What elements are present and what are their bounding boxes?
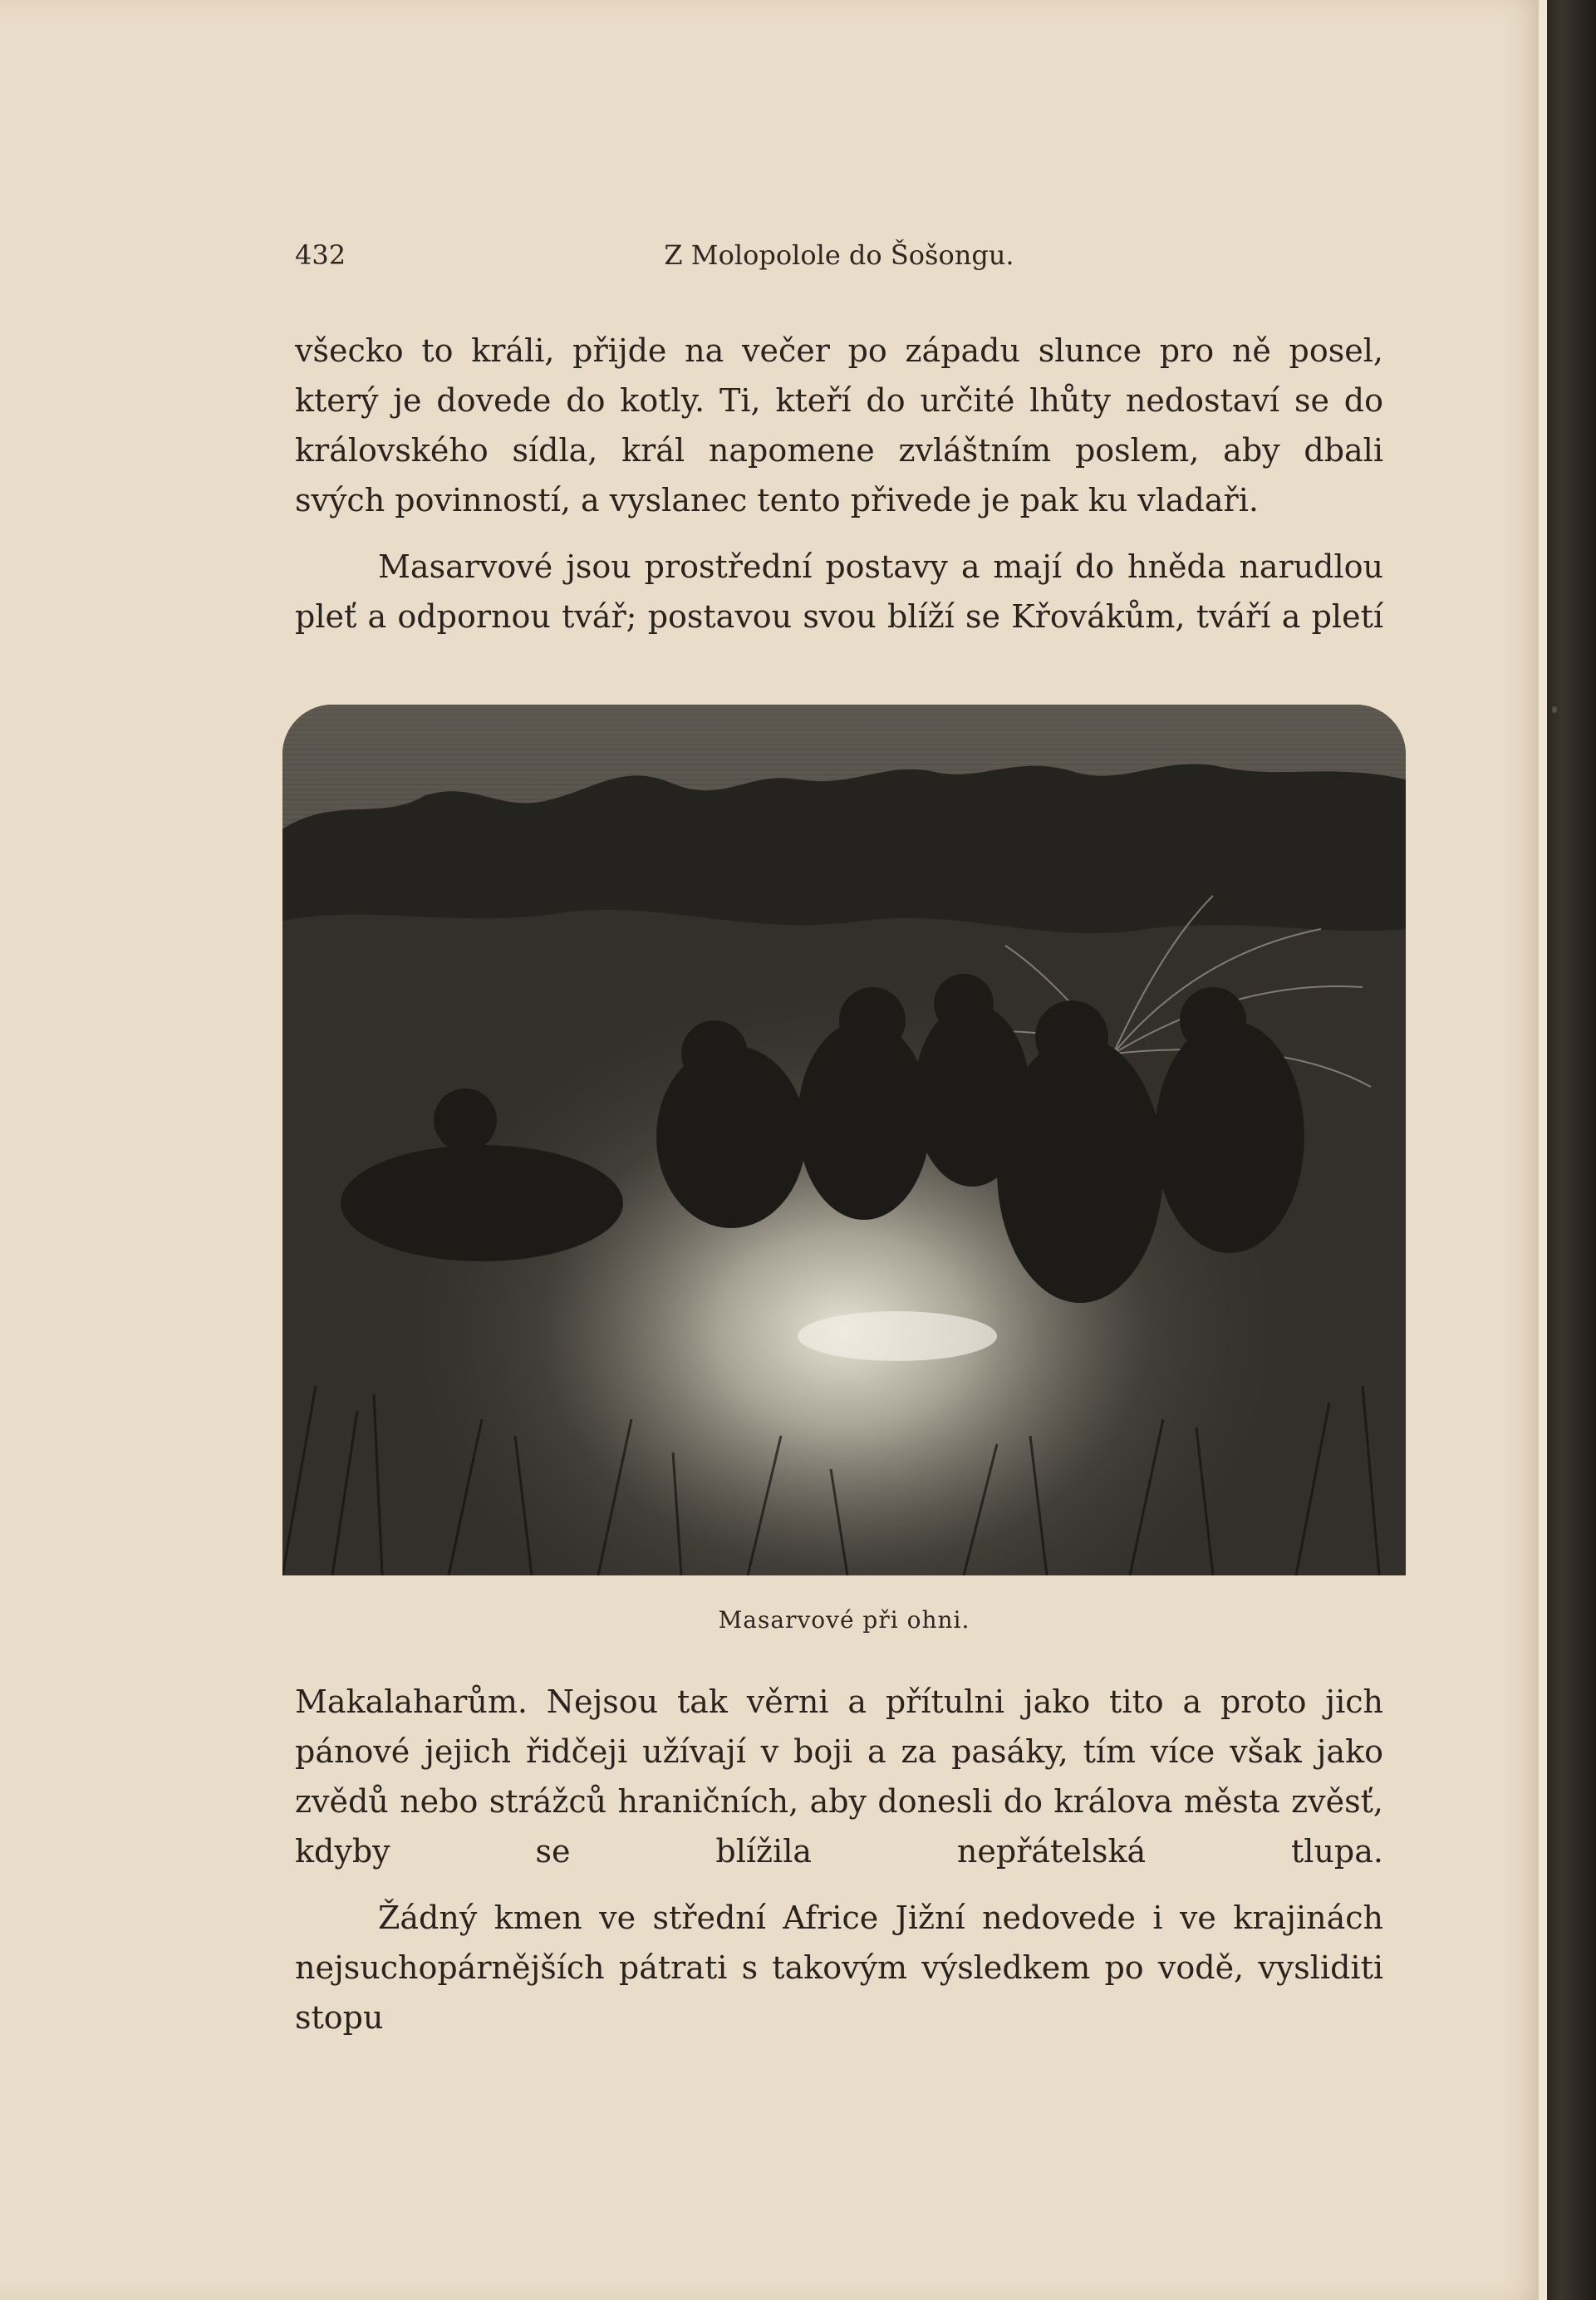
page-header [295, 239, 1383, 276]
page-number: 432 [295, 239, 346, 271]
spine-mark [1552, 706, 1557, 713]
paragraph-1: všecko to králi, přijde na večer po západu slunce pro ně posel, který je dovede do kotly. Ti, kteří do určité lhůty nedostaví se do královského sídla, král napomene zvláštním poslem, aby dbali svých povinností, a vyslanec tento přivede je pak ku vladaři. [295, 332, 1383, 518]
engraving-fire-scene [282, 705, 1406, 1575]
running-title: Z Molopolole do Šošongu. [664, 239, 1014, 271]
paragraph-4: Žádný kmen ve střední Africe Jižní nedovede i ve krajinách nejsuchopárnějších pátrati s takovým výsledkem po vodě, vysliditi stopu [295, 1899, 1383, 2036]
paragraph-2: Masarvové jsou prostřední postavy a mají do hněda narudlou pleť a odpornou tvář; postavou svou blíží se Křovákům, tváří a pletí [295, 548, 1383, 635]
paragraph-3: Makalaharům. Nejsou tak věrni a přítulni jako tito a proto jich pánové jejich řidčeji užívají v boji a za pasáky, tím více však jako zvědů nebo strážců hraničních, aby donesli do králova města zvěsť, kdyby se blížila nepřátelská tlupa. [295, 1683, 1383, 1870]
illustration [282, 705, 1406, 1575]
book-spine [1547, 0, 1596, 2300]
figure-caption: Masarvové při ohni. [718, 1606, 970, 1634]
